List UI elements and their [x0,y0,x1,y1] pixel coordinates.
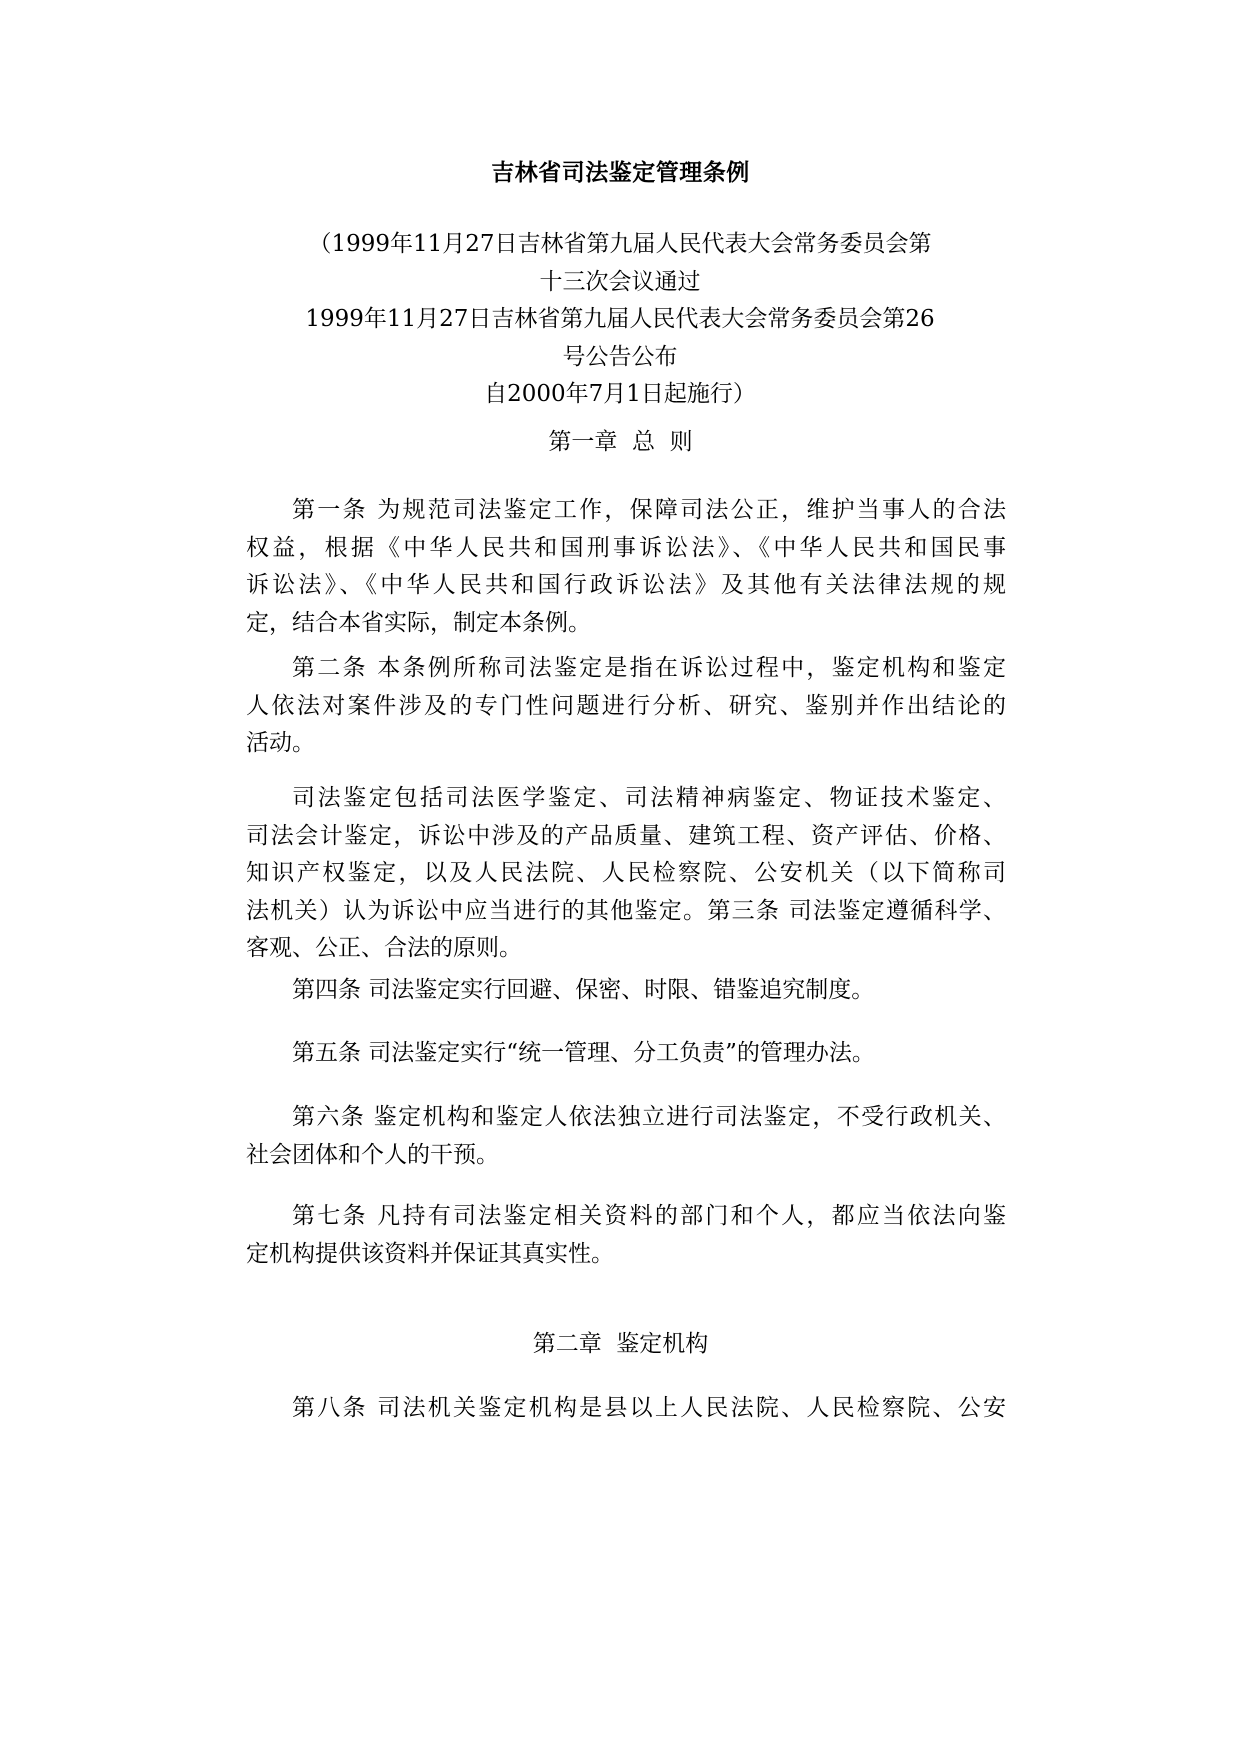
article-line: 知识产权鉴定，以及人民法院、人民检察院、公安机关（以下简称司 [246,860,1006,886]
article-line: 第七条 凡持有司法鉴定相关资料的部门和个人，都应当依法向鉴 [292,1203,1006,1229]
preamble-line: 自2000年7月1日起施行） [484,381,756,407]
article-line: 人依法对案件涉及的专门性问题进行分析、研究、鉴别并作出结论的 [246,692,1006,719]
preamble-line: 1999年11月27日吉林省第九届人民代表大会常务委员会第26 [305,306,935,332]
article-line: 定，结合本省实际，制定本条例。 [246,609,591,636]
article-line: 诉讼法》、《中华人民共和国行政诉讼法》及其他有关法律法规的规 [246,572,1006,598]
chapter-heading: 第一章 总 则 [548,429,693,455]
preamble-line: 号公告公布 [562,343,678,370]
article-line: 权益，根据《中华人民共和国刑事诉讼法》、《中华人民共和国民事 [246,534,1006,561]
document-preamble [250,226,990,414]
article-line: 客观、公正、合法的原则。 [246,935,522,961]
article-paragraph [246,780,1006,968]
article-paragraph [246,1198,1006,1273]
article-line: 司法会计鉴定，诉讼中涉及的产品质量、建筑工程、资产评估、价格、 [246,822,1006,849]
article-paragraph [246,492,1006,642]
preamble-line: （1999年11月27日吉林省第九届人民代表大会常务委员会第 [308,231,932,257]
article-line: 司法鉴定包括司法医学鉴定、司法精神病鉴定、物证技术鉴定、 [292,785,1006,811]
article-line: 活动。 [246,730,315,756]
article-paragraph [246,972,1006,1010]
article-paragraph [246,650,1006,763]
article-line: 社会团体和个人的干预。 [246,1141,499,1168]
article-line: 第八条 司法机关鉴定机构是县以上人民法院、人民检察院、公安 [292,1395,1006,1421]
article-line: 定机构提供该资料并保证其真实性。 [246,1240,614,1267]
preamble-line: 十三次会议通过 [539,268,701,295]
article-paragraph [246,1099,1006,1174]
article-line: 第六条 鉴定机构和鉴定人依法独立进行司法鉴定，不受行政机关、 [292,1104,1006,1130]
article-line: 第四条 司法鉴定实行回避、保密、时限、错鉴追究制度。 [292,977,875,1003]
article-line: 法机关）认为诉讼中应当进行的其他鉴定。第三条 司法鉴定遵循科学、 [246,897,1006,924]
article-line: 第五条 司法鉴定实行“统一管理、分工负责”的管理办法。 [292,1040,875,1066]
document-title: 吉林省司法鉴定管理条例 [491,159,750,186]
chapter-heading: 第二章 鉴定机构 [532,1331,709,1357]
article-line: 第二条 本条例所称司法鉴定是指在诉讼过程中，鉴定机构和鉴定 [292,655,1006,681]
article-paragraph [246,1035,1006,1073]
article-paragraph [246,1390,1006,1428]
article-line: 第一条 为规范司法鉴定工作，保障司法公正，维护当事人的合法 [292,497,1006,523]
